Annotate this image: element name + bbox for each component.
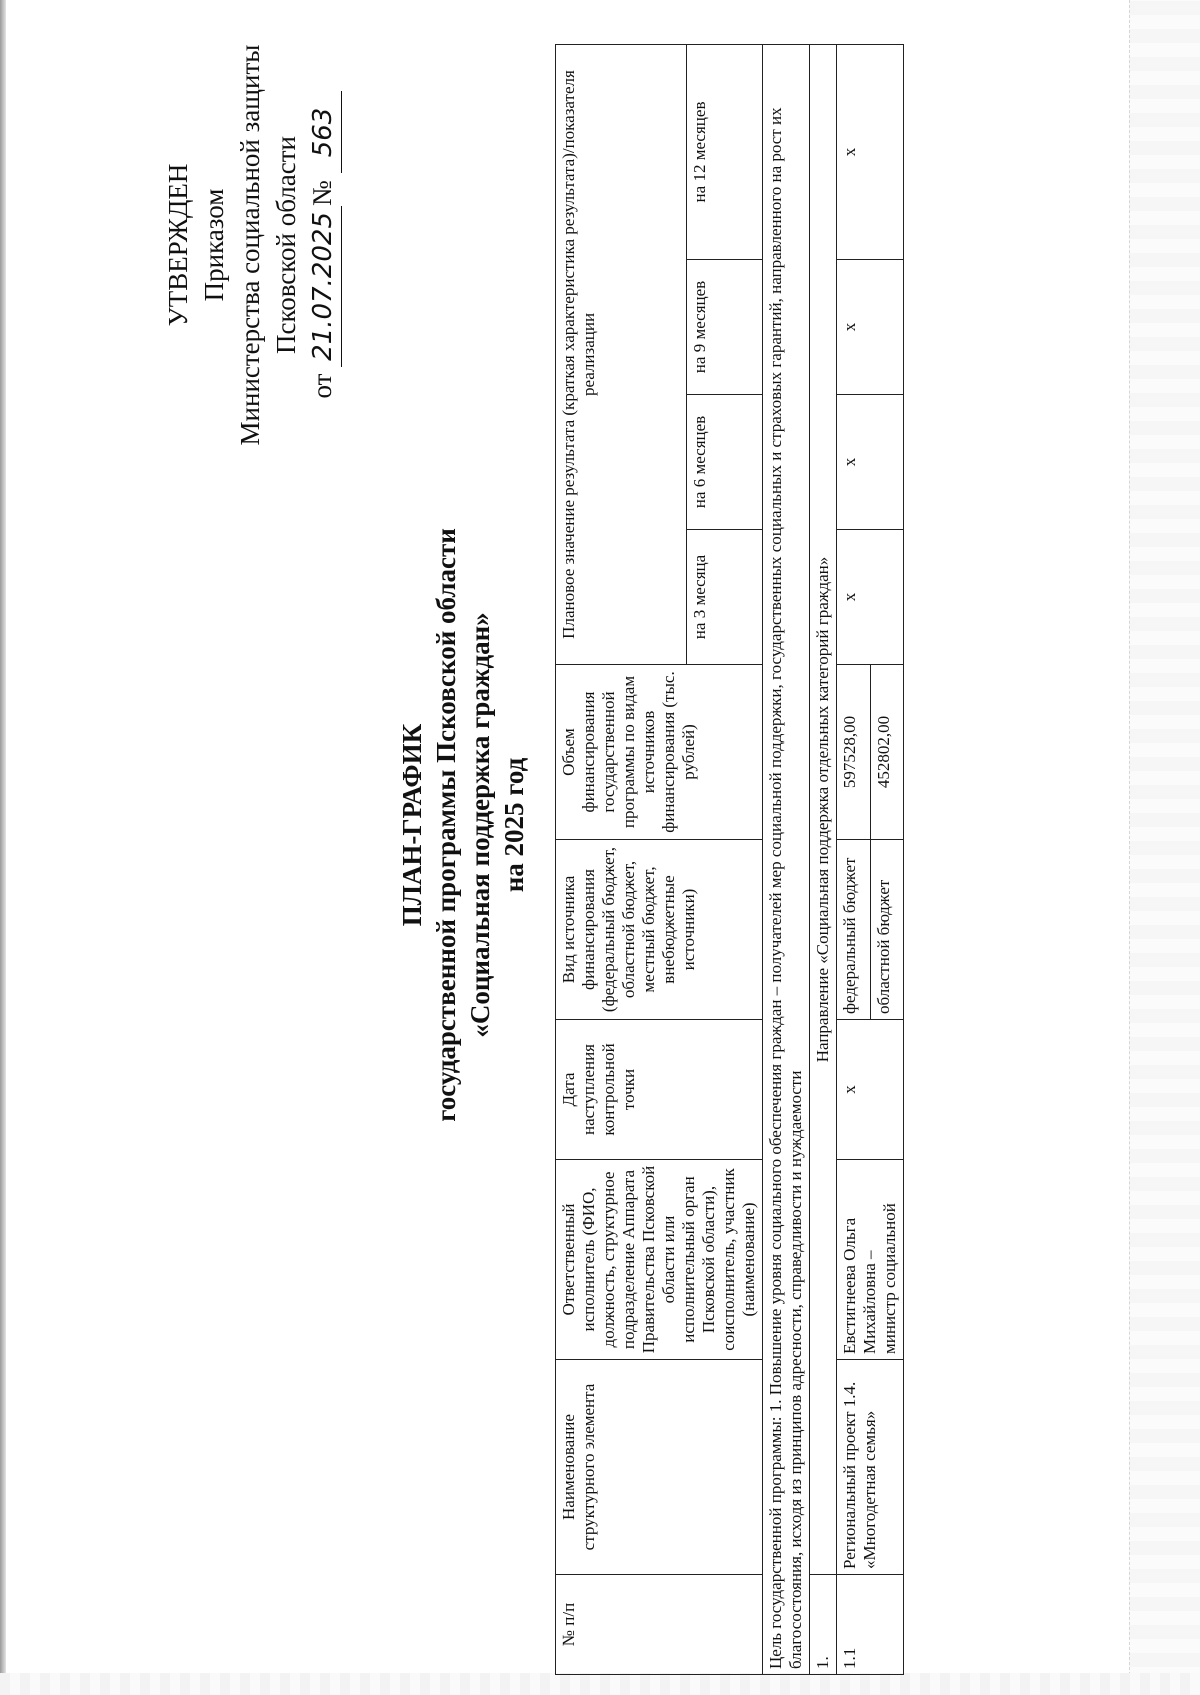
row-m6: х bbox=[837, 395, 904, 530]
row-executor bbox=[837, 1160, 904, 1360]
title-line-4: на 2025 год bbox=[499, 757, 529, 893]
header-planned: Плановое значение результата (краткая характеристика результата)/показателя реализации bbox=[556, 44, 687, 664]
goal-text: Цель государственной программы: 1. Повышение уровня социального обеспечения граждан – получателей мер социальной поддержки, государственных социальных и страховых гарантий, направленного на рост их благосостояния, исходя из принципов адресности, справедливости и нуждаемости bbox=[763, 44, 810, 1674]
document-title bbox=[395, 275, 531, 1375]
goal-row bbox=[763, 44, 810, 1674]
header-executor: Ответственный исполнитель (ФИО, должность, структурное подразделение Аппарата Правительства Псковской области или исполнительный орган Псковской области), соисполнитель, участник (наименование) bbox=[556, 1160, 763, 1360]
header-volume: Объем финансирования государственной программы по видам источников финансирования (тыс. рублей) bbox=[556, 665, 763, 840]
title-line-1: ПЛАН-ГРАФИК bbox=[397, 723, 427, 927]
executor-line-1: Евстигнеева Ольга bbox=[840, 1217, 859, 1354]
approval-date-line bbox=[304, 35, 342, 455]
row-date: х bbox=[837, 1020, 904, 1160]
row-volume-federal: 597528,00 bbox=[837, 665, 871, 840]
header-m6: на 6 месяцев bbox=[687, 395, 763, 530]
executor-line-2: Михайловна – bbox=[860, 1250, 879, 1354]
executor-line-3: министр социальной bbox=[880, 1203, 899, 1354]
approval-line-region: Псковской области bbox=[271, 136, 301, 355]
row-m3: х bbox=[837, 530, 904, 665]
header-m9: на 9 месяцев bbox=[687, 260, 763, 395]
header-name: Наименование структурного элемента bbox=[556, 1360, 763, 1575]
row-source-federal: федеральный бюджет bbox=[837, 840, 871, 1020]
approval-label: УТВЕРЖДЕН bbox=[163, 163, 193, 327]
header-m3: на 3 месяца bbox=[687, 530, 763, 665]
approval-line-ministry: Министерства социальной защиты bbox=[235, 44, 265, 446]
approval-date-handwritten: 21.07.2025 bbox=[305, 206, 342, 367]
header-m12: на 12 месяцев bbox=[687, 44, 763, 259]
row-m12: х bbox=[837, 44, 904, 259]
approval-number-handwritten: 563 bbox=[305, 91, 342, 173]
approval-number-prefix: № bbox=[307, 180, 337, 206]
direction-text: Направление «Социальная поддержка отдельных категорий граждан» bbox=[810, 44, 837, 1574]
table-row bbox=[837, 44, 871, 1674]
direction-num: 1. bbox=[810, 1575, 837, 1675]
row-name: Региональный проект 1.4. «Многодетная семья» bbox=[837, 1360, 904, 1575]
approval-stamp bbox=[160, 35, 342, 455]
row-m9: х bbox=[837, 260, 904, 395]
direction-row bbox=[810, 44, 837, 1674]
row-volume-regional: 452802,00 bbox=[870, 665, 904, 840]
approval-from-prefix: от bbox=[307, 373, 337, 399]
plan-table bbox=[555, 44, 904, 1675]
header-num: № п/п bbox=[556, 1575, 763, 1675]
title-line-2: государственной программы Псковской области bbox=[431, 528, 461, 1122]
row-num: 1.1 bbox=[837, 1575, 904, 1675]
header-date: Дата наступления контрольной точки bbox=[556, 1020, 763, 1160]
title-line-3: «Социальная поддержка граждан» bbox=[465, 612, 495, 1038]
row-source-regional: областной бюджет bbox=[870, 840, 904, 1020]
header-source: Вид источника финансирования (федеральный бюджет, областной бюджет, местный бюджет, внебюджетные источники) bbox=[556, 840, 763, 1020]
approval-line-order: Приказом bbox=[199, 188, 229, 302]
table-header-row bbox=[556, 44, 687, 1674]
